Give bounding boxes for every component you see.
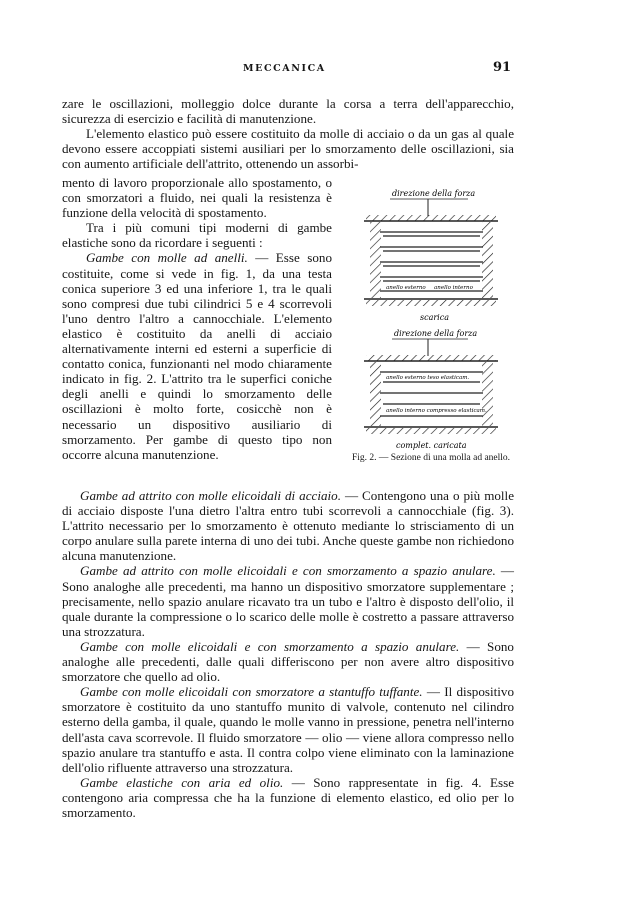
intro-paragraph-2: L'elemento elastico può essere costituito da molle di acciaio o da un gas al quale devono essere accoppiati sistemi ausiliari per lo smorzamento delle oscillazioni, sia con aumento artificiale dell'attrito, ottenendo un assorbi- [62, 126, 514, 172]
right-wall-hatch-loaded [482, 362, 493, 426]
column-paragraph-1: mento di lavoro proporzionale allo spostamento, o con smorzatori a fluido, nei quali la resistenza è funzione della velocità di spostamento. [62, 175, 332, 221]
section-paragraph [62, 563, 514, 638]
section-heading: Gambe ad attrito con molle elicoidali di acciaio. [80, 488, 341, 503]
section-body: — Contengono una o più molle di acciaio disposte l'una dietro l'altra entro tubi scorrevoli a cannocchiale (fig. 3). L'attrito necessario per lo smorzamento è ottenuto mediante lo strisciamento di un corpo anulare sulla parete interna di uno dei tubi. Anche queste gambe non richiedono alcuna manutenzione. [62, 488, 515, 564]
column-paragraph-2: Tra i più comuni tipi moderni di gambe elastiche sono da ricordare i seguenti : [62, 220, 332, 251]
label-ring-tensioned: anello esterno teso elasticam. [386, 375, 470, 381]
section-paragraph [62, 639, 514, 684]
top-plate-loaded [366, 355, 496, 361]
figure-ring-spring [356, 186, 514, 476]
state-loaded-label: complet. caricata [396, 441, 467, 450]
ring-spring-diagram [356, 186, 514, 454]
section-title: MECCANICA [243, 63, 326, 74]
right-wall-hatch [482, 222, 493, 298]
section-heading: Gambe con molle elicoidali con smorzatore a stantuffo tuffante. [80, 684, 423, 700]
section-body: — Sono analoghe alle precedenti, dalle quali differiscono per non avere altro dispositivo smorzatore che quello ad olio. [62, 638, 514, 685]
section-heading: Gambe elastiche con aria ed olio. [80, 774, 284, 790]
bottom-plate-loaded [366, 428, 496, 434]
bottom-plate [366, 300, 496, 306]
label-ring-inner: anello interno [434, 285, 473, 291]
label-ring-compressed: anello interno compresso elasticam. [386, 408, 487, 414]
page-number: 91 [493, 60, 512, 75]
section-heading-rings: Gambe con molle ad anelli. [86, 250, 248, 266]
running-head [0, 60, 631, 80]
section-heading: Gambe con molle elicoidali e con smorzamento a spazio anulare. [80, 638, 460, 654]
section-body: — Sono rappresentate in fig. 4. Esse contengono aria compressa che ha la funzione di elemento elastico, ed olio per lo smorzamento. [62, 774, 515, 820]
label-ring-outer: anello esterno [386, 285, 426, 291]
force-label-top: direzione della forza [392, 189, 476, 198]
section-paragraph [62, 684, 514, 775]
force-label-middle: direzione della forza [394, 329, 478, 338]
state-unloaded-label: scarica [420, 313, 449, 322]
figure-caption: Fig. 2. — Sezione di una molla ad anello. [352, 453, 511, 463]
intro-paragraph-1: zare le oscillazioni, molleggio dolce durante la corsa a terra dell'apparecchio, sicurezza di esercizio e facilità di manutenzione. [62, 96, 514, 127]
left-column [62, 175, 332, 462]
left-wall-hatch-loaded [370, 362, 381, 426]
section-paragraph [62, 775, 514, 820]
left-wall-hatch [370, 222, 381, 298]
section-body: — Il dispositivo smorzatore è costituito da uno stantuffo munito di valvole, contenuto nel cilindro esterno della gamba, il quale, quando le molle vanno in pressione, penetra nell'interno dell'asta cava scorrevole. Il fluido smorzatore — olio — viene allora compresso nello spazio anulare tra stantuffo e asta. Il contra colpo viene eliminato con la laminazione dell'olio rifluente attraverso una strozzatura. [62, 684, 514, 775]
section-paragraph [62, 488, 514, 563]
intro-block [62, 96, 514, 171]
section-body: — Sono analoghe alle precedenti, ma hanno un dispositivo smorzatore supplementare ; precisamente, nello spazio anulare ricavato tra un tubo e l'altro è disposto dell'olio, il quale durante la compressione o lo scarico delle molle è costretto a passare attraverso una strozzatura. [62, 563, 515, 639]
section-heading: Gambe ad attrito con molle elicoidali e con smorzamento a spazio anulare. [80, 563, 496, 579]
rings-unloaded [380, 232, 483, 291]
sections-block [62, 488, 514, 820]
section-body-rings: — Esse sono costituite, come si vede in fig. 1, da una testa conica superiore 3 ed una inferiore 1, tra le quali sono compresi due tubi cilindrici 5 e 4 scorrevoli l'uno dentro l'altro a cannocchiale. L'elemento elastico è costituito da anelli di acciaio alternativamente interni ed esterni a superficie di contatto conica, funzionanti nel modo chiaramente indicato in fig. 2. L'attrito tra le superfici coniche degli anelli e quindi lo smorzamento delle oscillazioni è molto forte, cosicchè non è necessario un dispositivo ausiliario di smorzamento. Per gambe di questo tipo non occorre alcuna manutenzione. [62, 250, 332, 462]
top-plate [366, 215, 496, 221]
column-paragraph-3 [62, 250, 332, 461]
